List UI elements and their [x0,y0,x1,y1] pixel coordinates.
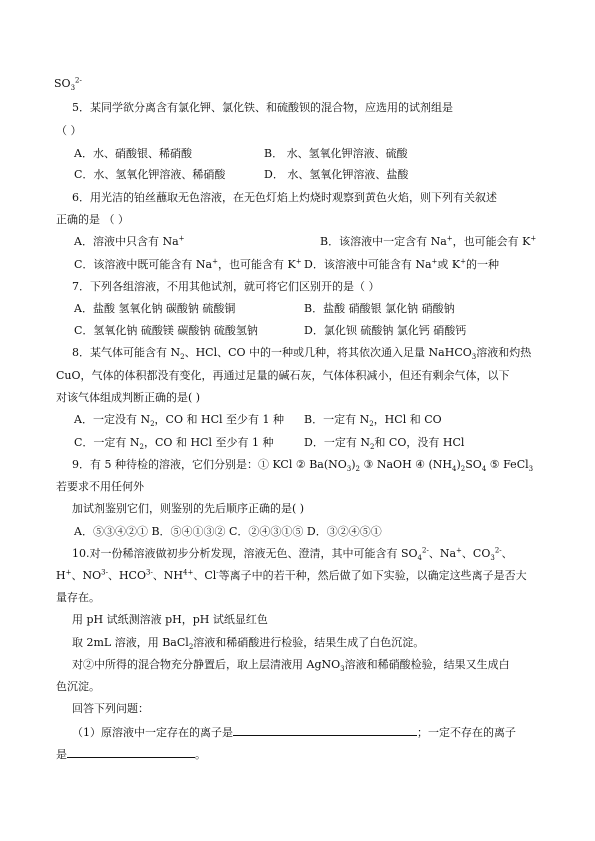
q7-stem: 7．下列各组溶液，不用其他试剂，就可将它们区别开的是（ ） [72,280,380,293]
q6-option-d: D．该溶液中可能含有 Na+或 K+的一种 [304,257,499,271]
q9-options: A．⑤③④②① B．⑤④①③② C．②④③①⑤ D．③②④⑤① [74,525,382,538]
q10-step1: 用 pH 试纸测溶液 pH，pH 试纸显红色 [72,613,268,626]
q10-sub1-line2: 是 。 [56,748,206,761]
q10-stem-line1: 10.对一份稀溶液做初步分析发现，溶液无色、澄清，其中可能含有 $SO_4^{2-}$、Na+、$CO_3^{2-}$、 [72,546,513,563]
q10-step3-line2: 色沉淀。 [56,680,100,693]
q10-stem-line2: H+、$NO^{3-}$、$HCO^{3-}$、$NH^{4+}$、Cl-等离子中的若干种，然后做了如下实验，以确定这些离子是否大 [56,568,527,582]
q8-option-b: B．一定有 $N_2$，HCl 和 CO [304,413,442,429]
q8-stem-line2: CuO，气体的体积都没有变化，再通过足量的碱石灰，气体体积减小，但还有剩余气体，以下 [56,369,510,382]
answer-blank[interactable] [233,725,417,736]
q10-answer-prompt: 回答下列问题： [72,702,149,715]
q8-stem-line3: 对该气体组成判断正确的是( ) [56,391,201,404]
previous-question-tail: $SO_3^{2-}$ [54,76,82,93]
q5-option-b: B． 水、氢氧化钾溶液、硫酸 [264,147,408,160]
q6-option-b: B．该溶液中一定含有 Na+，也可能会有 K+ [320,234,537,248]
q9-stem-line1: 9．有 5 种待检的溶液，它们分别是：① KCl ② $Ba(NO_3)_2$ ③ NaOH ④ $(NH_4)_2SO_4$ ⑤ FeCl$_3$ [72,458,534,474]
q5-stem-line2: （ ） [56,124,82,137]
q8-option-a: A．一定没有 $N_2$，CO 和 HCl 至少有 1 种 [74,413,284,429]
q5-option-c: C．水、氢氧化钾溶液、稀硝酸 [74,168,226,181]
q8-option-c: C．一定有 $N_2$，CO 和 HCl 至少有 1 种 [74,436,274,452]
q7-option-c: C．氢氧化钠 硫酸镁 碳酸钠 硫酸氢钠 [74,324,258,337]
q9-stem-line3: 加试剂鉴别它们，则鉴别的先后顺序正确的是( ) [72,502,305,515]
q5-stem-line1: 5．某同学欲分离含有氯化钾、氯化铁、和硫酸钡的混合物，应选用的试剂组是 [72,101,453,114]
q8-stem-line1: 8．某气体可能含有 $N_2$、HCl、CO 中的一种或几种，将其依次通入足量 NaHCO$_3$溶液和灼热 [72,346,532,362]
q5-option-a: A．水、硝酸银、稀硝酸 [74,147,192,160]
answer-blank[interactable] [67,747,195,758]
q8-option-d: D．一定有 $N_2$和 CO，没有 HCl [304,436,465,452]
q7-option-b: B．盐酸 硝酸银 氯化钠 硝酸钠 [304,302,455,315]
q6-option-c: C．该溶液中既可能含有 Na+，也可能含有 K+ [74,257,302,271]
q5-option-d: D． 水、氢氧化钾溶液、盐酸 [264,168,409,181]
q9-stem-line2: 若要求不用任何外 [56,480,144,493]
q10-sub1-line1: （1）原溶液中一定存在的离子是 ；一定不存在的离子 [72,726,516,739]
q10-stem-line3: 量存在。 [56,591,100,604]
q10-step2: 取 2mL 溶液，用 BaCl$_2$溶液和稀硝酸进行检验，结果生成了白色沉淀。 [72,636,425,652]
q6-option-a: A．溶液中只含有 Na+ [74,234,185,248]
q7-option-d: D．氯化钡 硫酸钠 氯化钙 硝酸钙 [304,324,467,337]
q10-step3-line1: 对②中所得的混合物充分静置后，取上层清液用 AgNO$_3$溶液和稀硝酸检验，结果又生成白 [72,658,510,674]
q6-stem-line1: 6．用光洁的铂丝蘸取无色溶液，在无色灯焰上灼烧时观察到黄色火焰，则下列有关叙述 [72,191,497,204]
q6-stem-line2: 正确的是 （ ） [56,213,129,226]
q7-option-a: A．盐酸 氢氧化钠 碳酸钠 硫酸铜 [74,302,236,315]
